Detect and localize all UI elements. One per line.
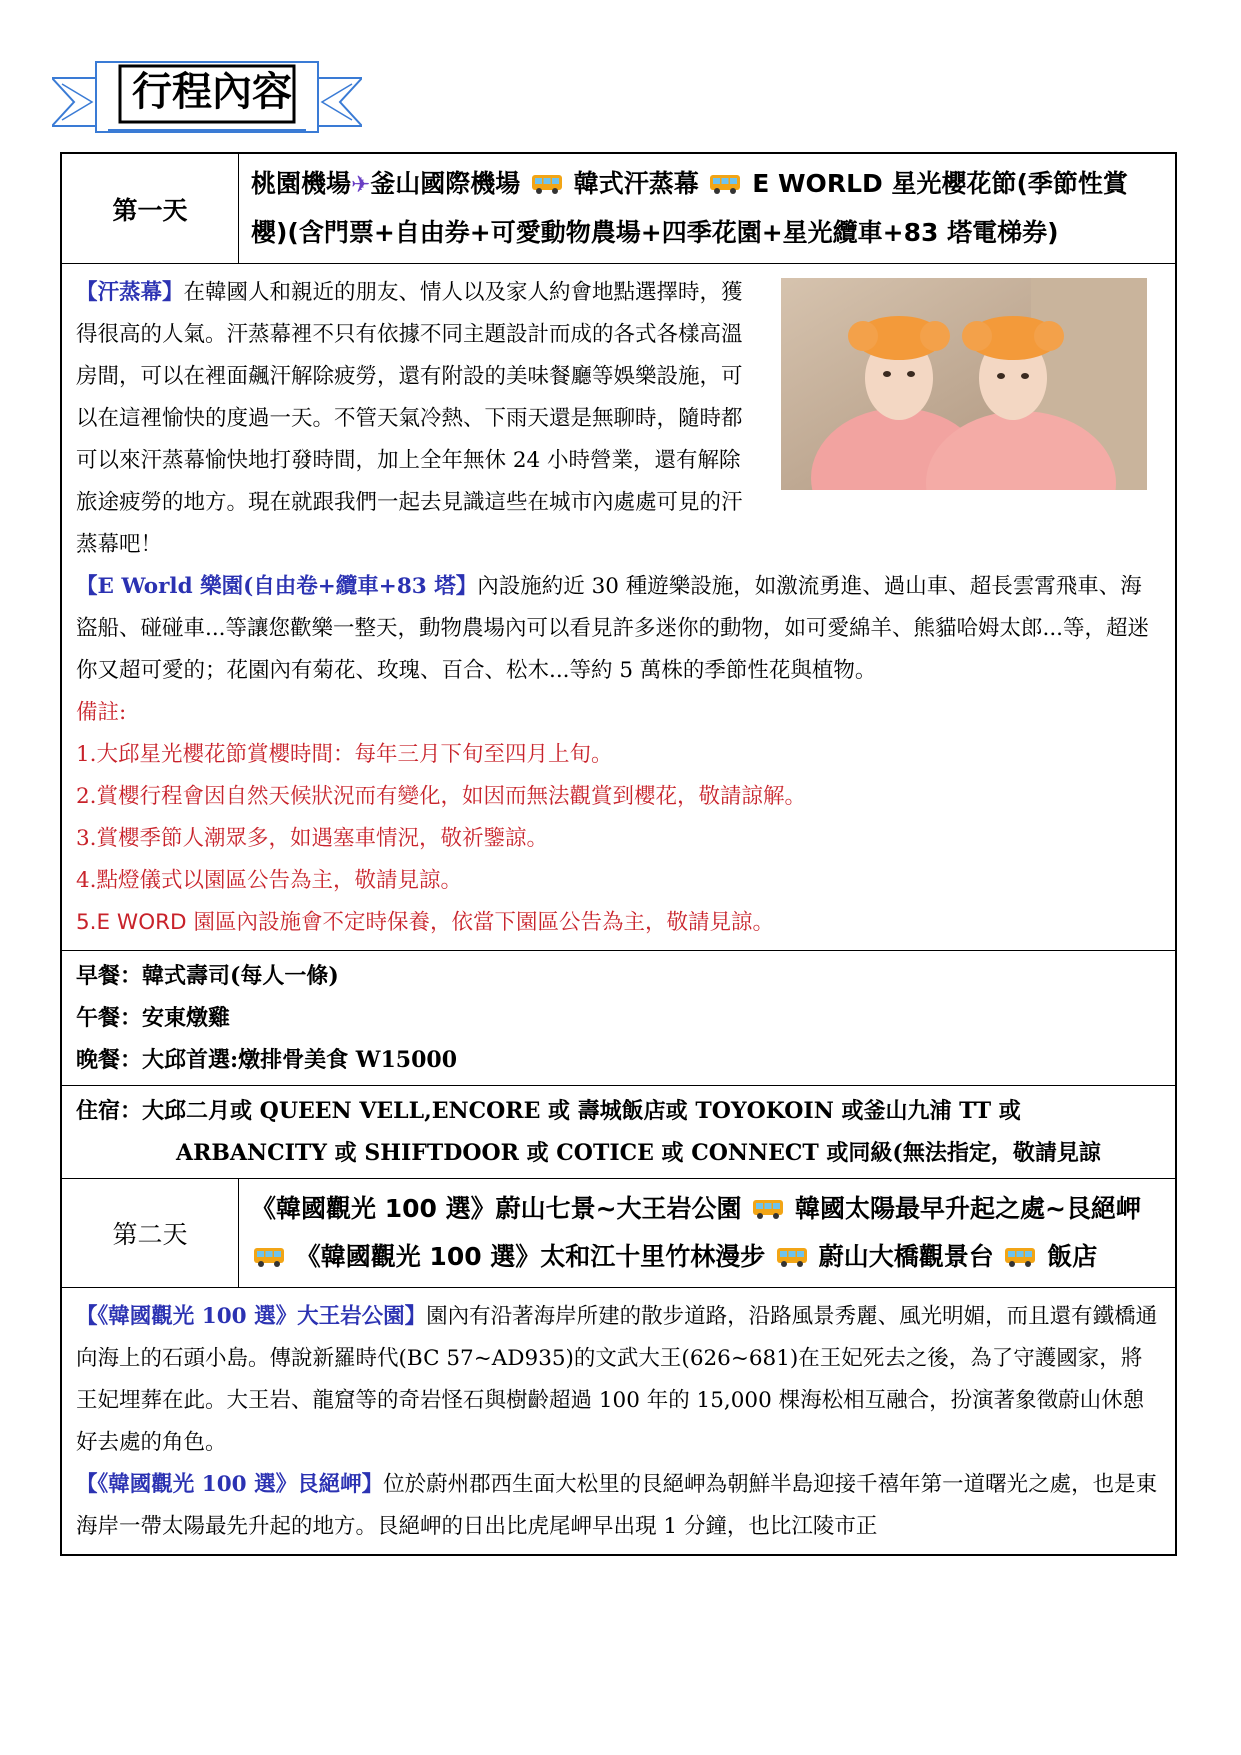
sauna-heading: 【汗蒸幕】 <box>76 280 184 305</box>
sauna-paragraph: 在韓國人和親近的朋友、情人以及家人約會地點選擇時，獲得很高的人氣。汗蒸幕裡不只有依據不同主題設計而成的各式各樣高溫房間，可以在裡面飆汗解除疲勞，還有附設的美味餐廳等娛樂設施，可以在這裡愉快的度過一天。不管天氣冷熱、下雨天還是無聊時，隨時都可以來汗蒸幕愉快地打發時間，加上全年無休 24 小時營業，還有解除旅途疲勞的地方。現在就跟我們一起去見識這些在城市內處處可見的汗蒸幕吧！ <box>76 280 743 557</box>
day2-label: 第二天 <box>62 1179 239 1287</box>
bus-icon <box>709 173 741 195</box>
bus-icon <box>531 173 563 195</box>
route-stop: 飯店 <box>1047 1242 1098 1271</box>
note-item: 3.賞櫻季節人潮眾多，如遇塞車情況，敬祈鑒諒。 <box>76 826 549 851</box>
day2-header-row <box>62 1179 1175 1288</box>
breakfast: 早餐：韓式壽司(每人一條) <box>76 963 339 989</box>
day1-label: 第一天 <box>62 154 239 263</box>
page-title: 行程內容 <box>132 69 292 115</box>
route-stop: 《韓國觀光 100 選》太和江十里竹林漫步 <box>295 1242 766 1271</box>
route-stop: E WORLD 星光櫻花節(季節性賞櫻)(含門票+自由券+可愛動物農場+四季花園+星光纜車+83 塔電梯券) <box>251 169 1128 247</box>
park-block <box>76 1296 1161 1464</box>
eworld-block <box>76 566 1161 692</box>
notes-title: 備註: <box>76 700 127 725</box>
day1-route <box>239 154 1175 263</box>
day1-description <box>62 264 1175 951</box>
route-stop: 釜山國際機場 <box>370 169 521 198</box>
airplane-icon: ✈ <box>351 172 371 198</box>
itinerary-table <box>60 152 1177 1556</box>
sauna-photo <box>781 278 1147 490</box>
park-heading: 【《韓國觀光 100 選》大王岩公園】 <box>76 1304 427 1329</box>
bus-icon <box>1004 1246 1036 1268</box>
bus-icon <box>253 1246 285 1268</box>
cape-paragraph: 位於蔚州郡西生面大松里的艮絕岬為朝鮮半島迎接千禧年第一道曙光之處，也是東海岸一帶太陽最先升起的地方。艮絕岬的日出比虎尾岬早出現 1 分鐘，也比江陵市正 <box>76 1472 1158 1539</box>
dinner: 晚餐：大邱首選:燉排骨美食 W15000 <box>76 1047 458 1073</box>
day1-meals <box>62 951 1175 1086</box>
eworld-heading: 【E World 樂園(自由卷+纜車+83 塔】 <box>76 574 478 599</box>
bus-icon <box>752 1198 784 1220</box>
route-stop: 桃園機場 <box>251 169 352 198</box>
note-item: 1.大邱星光櫻花節賞櫻時間：每年三月下旬至四月上旬。 <box>76 742 613 767</box>
park-paragraph: 園內有沿著海岸所建的散步道路，沿路風景秀麗、風光明媚，而且還有鐵橋通向海上的石頭小島。傳說新羅時代(BC 57~AD935)的文武大王(626~681)在王妃死去之後，為了守護國家，將王妃埋葬在此。大王岩、龍窟等的奇岩怪石與樹齡超過 100 年的 15,000 棵海松相互融合，扮演著象徵蔚山休憩好去處的角色。 <box>76 1304 1158 1455</box>
day1-lodging <box>62 1086 1175 1179</box>
note-item: 4.點燈儀式以園區公告為主，敬請見諒。 <box>76 868 463 893</box>
cape-block <box>76 1464 1161 1548</box>
eworld-paragraph: 內設施約近 30 種遊樂設施，如激流勇進、過山車、超長雲霄飛車、海盜船、碰碰車...等讓您歡樂一整天，動物農場內可以看見許多迷你的動物，如可愛綿羊、熊貓哈姆太郎...等，超迷你又超可愛的；花園內有菊花、玫瑰、百合、松木...等約 5 萬株的季節性花與植物。 <box>76 574 1150 683</box>
route-stop: 蔚山大橋觀景台 <box>818 1242 994 1271</box>
day2-route <box>239 1179 1175 1287</box>
route-stop: 韓國太陽最早升起之處~艮絕岬 <box>794 1194 1141 1223</box>
day1-header-row <box>62 154 1175 264</box>
lodging-line: ARBANCITY 或 SHIFTDOOR 或 COTICE 或 CONNECT 或同級(無法指定，敬請見諒 <box>176 1140 1101 1166</box>
note-item: 2.賞櫻行程會因自然天候狀況而有變化，如因而無法觀賞到櫻花，敬請諒解。 <box>76 784 807 809</box>
route-stop: 《韓國觀光 100 選》蔚山七景~大王岩公園 <box>251 1194 742 1223</box>
lodging-line: 住宿：大邱二月或 QUEEN VELL,ENCORE 或 壽城飯店或 TOYOKOIN 或釜山九浦 TT 或 <box>76 1098 1021 1124</box>
route-stop: 韓式汗蒸幕 <box>573 169 699 198</box>
note-item: 5.E WORD 園區內設施會不定時保養，依當下園區公告為主，敬請見諒。 <box>76 910 774 935</box>
bus-icon <box>776 1246 808 1268</box>
day2-description <box>62 1288 1175 1554</box>
lunch: 午餐：安東燉雞 <box>76 1005 231 1031</box>
cape-heading: 【《韓國觀光 100 選》艮絕岬】 <box>76 1472 384 1497</box>
